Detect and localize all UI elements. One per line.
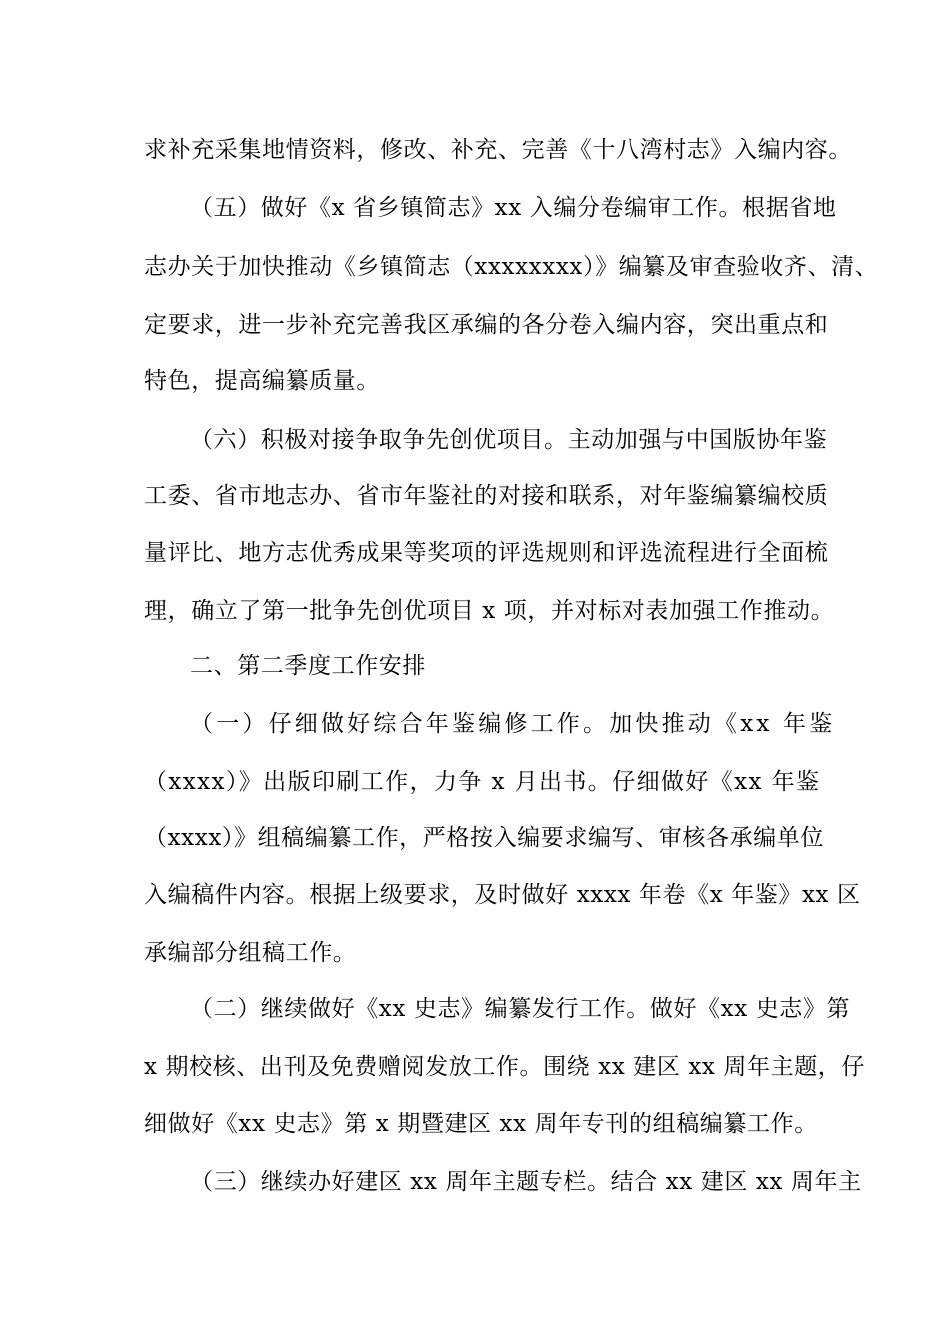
text-line-19: （三）继续办好建区 xx 周年主题专栏。结合 xx 建区 xx 周年主 [190,1169,862,1195]
text-line-5: 特色，提高编纂质量。 [144,368,380,394]
text-line-2: （五）做好《x 省乡镇简志》xx 入编分卷编审工作。根据省地 [190,195,837,221]
text-line-12: （xxxx）》出版印刷工作，力争 x 月出书。仔细做好《xx 年鉴 [144,769,821,795]
text-line-18: 细做好《xx 史志》第 x 期暨建区 xx 周年专刊的组稿编纂工作。 [144,1111,818,1137]
text-line-17: x 期校核、出刊及免费赠阅发放工作。围绕 xx 建区 xx 周年主题，仔 [144,1054,866,1080]
text-line-6: （六）积极对接争取争先创优项目。主动加强与中国版协年鉴 [190,427,828,453]
section-heading: 二、第二季度工作安排 [190,653,426,679]
text-line-7: 工委、省市地志办、省市年鉴社的对接和联系，对年鉴编纂编校质 [144,483,829,509]
text-line-15: 承编部分组稿工作。 [144,940,357,966]
text-line-16: （二）继续做好《xx 史志》编纂发行工作。做好《xx 史志》第 [190,996,851,1022]
text-line-9: 理，确立了第一批争先创优项目 x 项，并对标对表加强工作推动。 [144,598,835,624]
text-line-14: 入编稿件内容。根据上级要求，及时做好 xxxx 年卷《x 年鉴》xx 区 [144,882,861,908]
text-line-3: 志办关于加快推动《乡镇简志（xxxxxxxx）》编纂及审查验收齐、清、 [144,254,879,280]
text-line-8: 量评比、地方志优秀成果等奖项的评选规则和评选流程进行全面梳 [144,540,829,566]
text-line-13: （xxxx）》组稿编纂工作，严格按入编要求编写、审核各承编单位 [144,825,824,851]
text-line-1: 求补充采集地情资料，修改、补充、完善《十八湾村志》入编内容。 [144,137,852,163]
text-line-11: （一）仔细做好综合年鉴编修工作。加快推动《xx 年鉴 [190,711,836,737]
text-line-4: 定要求，进一步补充完善我区承编的各分卷入编内容，突出重点和 [144,312,829,338]
